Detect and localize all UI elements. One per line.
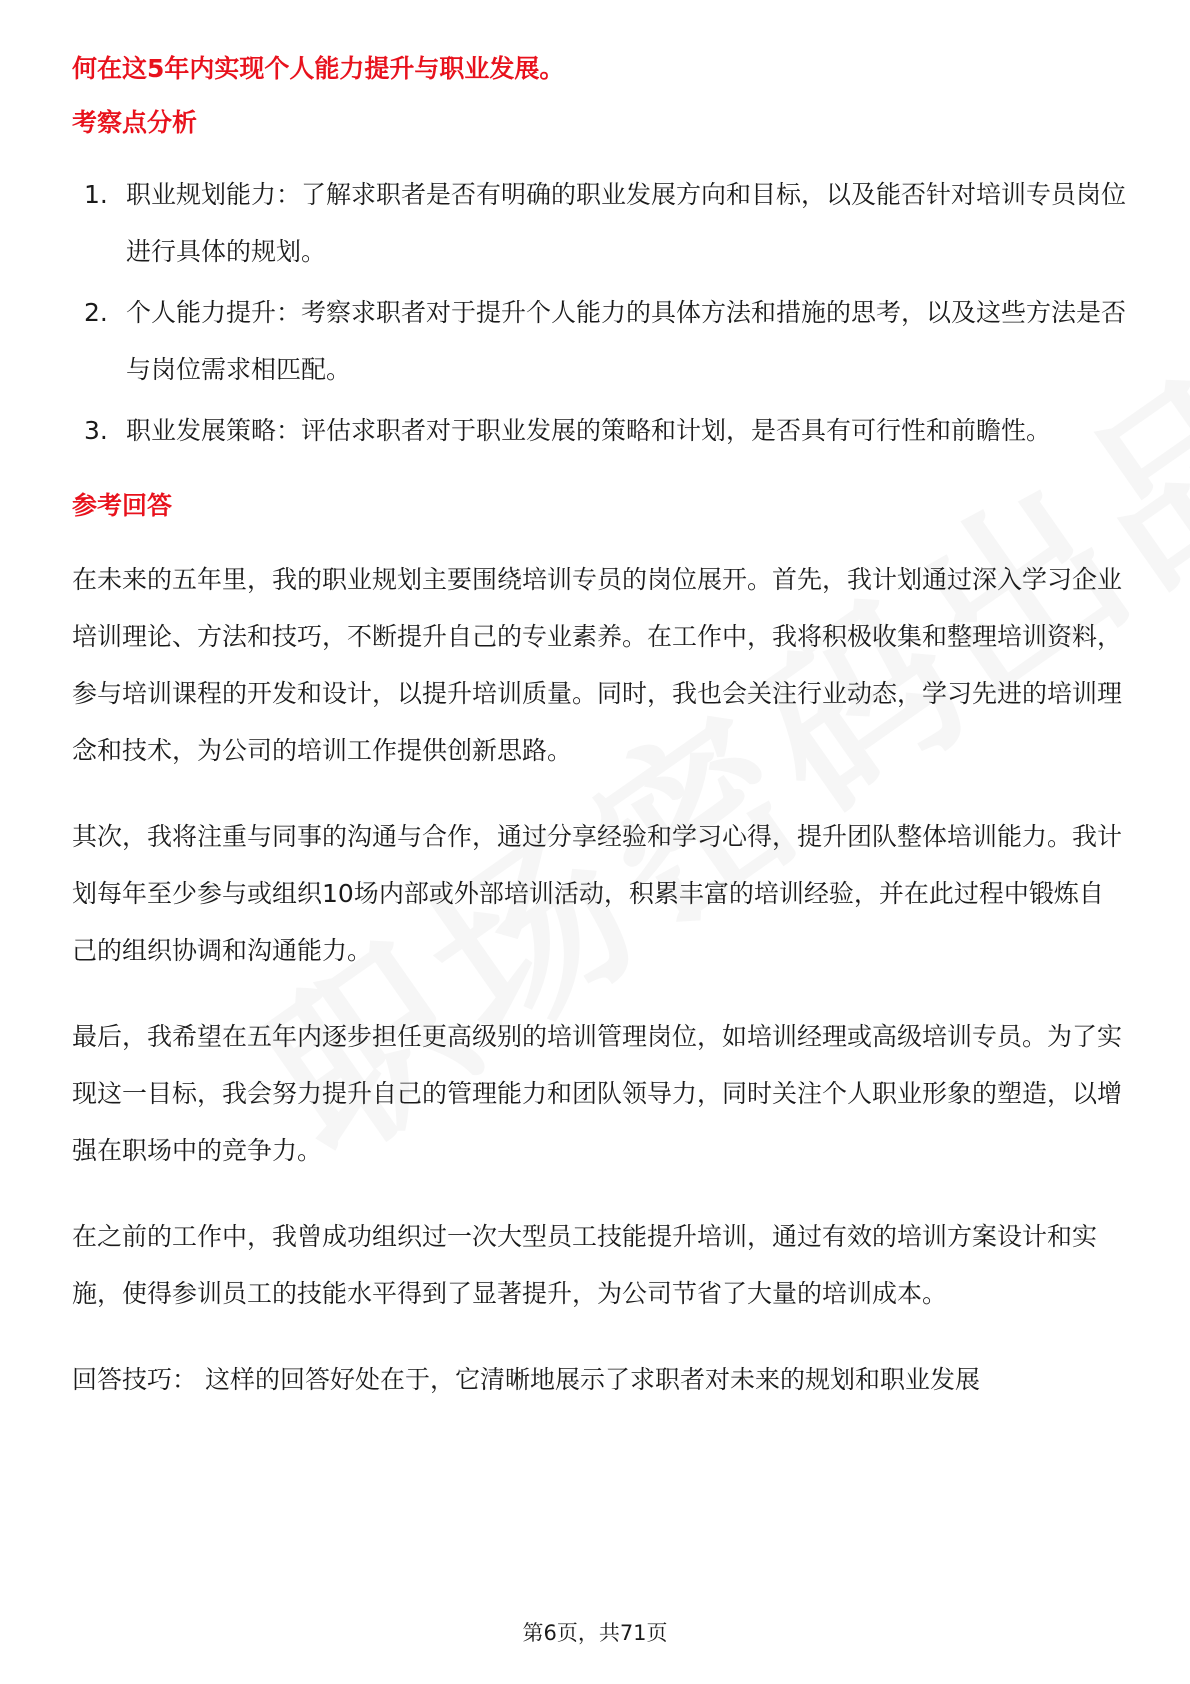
answer-title: 参考回答 — [72, 491, 173, 520]
list-item-number: 3. — [84, 416, 108, 445]
answer-paragraph: 其次，我将注重与同事的沟通与合作，通过分享经验和学习心得，提升团队整体培训能力。我计划每年至少参与或组织10场内部或外部培训活动，积累丰富的培训经验，并在此过程中锻炼自己的组织协调和沟通能力。 — [72, 822, 1123, 965]
answer-tips-paragraph: 回答技巧： 这样的回答好处在于，它清晰地展示了求职者对未来的规划和职业发展 — [72, 1365, 980, 1394]
intro-line: 何在这5年内实现个人能力提升与职业发展。 — [72, 54, 565, 83]
list-item-number: 2. — [84, 298, 108, 327]
list-item-text: 职业发展策略：评估求职者对于职业发展的策略和计划，是否具有可行性和前瞻性。 — [126, 416, 1052, 445]
list-item — [72, 284, 1130, 398]
answer-paragraph: 最后，我希望在五年内逐步担任更高级别的培训管理岗位，如培训经理或高级培训专员。为了实现这一目标，我会努力提升自己的管理能力和团队领导力，同时关注个人职业形象的塑造，以增强在职场中的竞争力。 — [72, 1022, 1123, 1165]
analysis-title: 考察点分析 — [72, 108, 198, 137]
answer-paragraph: 在之前的工作中，我曾成功组织过一次大型员工技能提升培训，通过有效的培训方案设计和实施，使得参训员工的技能水平得到了显著提升，为公司节省了大量的培训成本。 — [72, 1222, 1098, 1308]
analysis-list — [72, 166, 1127, 459]
list-item — [72, 166, 1130, 280]
list-item-number: 1. — [84, 180, 108, 209]
page-number: 第6页，共71页 — [522, 1621, 668, 1645]
list-item — [72, 402, 1130, 459]
page-content — [72, 52, 1127, 1437]
answer-paragraph: 在未来的五年里，我的职业规划主要围绕培训专员的岗位展开。首先，我计划通过深入学习企业培训理论、方法和技巧，不断提升自己的专业素养。在工作中，我将积极收集和整理培训资料，参与培训课程的开发和设计，以提升培训质量。同时，我也会关注行业动态，学习先进的培训理念和技术，为公司的培训工作提供创新思路。 — [72, 565, 1123, 765]
list-item-text: 职业规划能力：了解求职者是否有明确的职业发展方向和目标，以及能否针对培训专员岗位进行具体的规划。 — [126, 180, 1127, 266]
list-item-text: 个人能力提升：考察求职者对于提升个人能力的具体方法和措施的思考，以及这些方法是否与岗位需求相匹配。 — [126, 298, 1127, 384]
